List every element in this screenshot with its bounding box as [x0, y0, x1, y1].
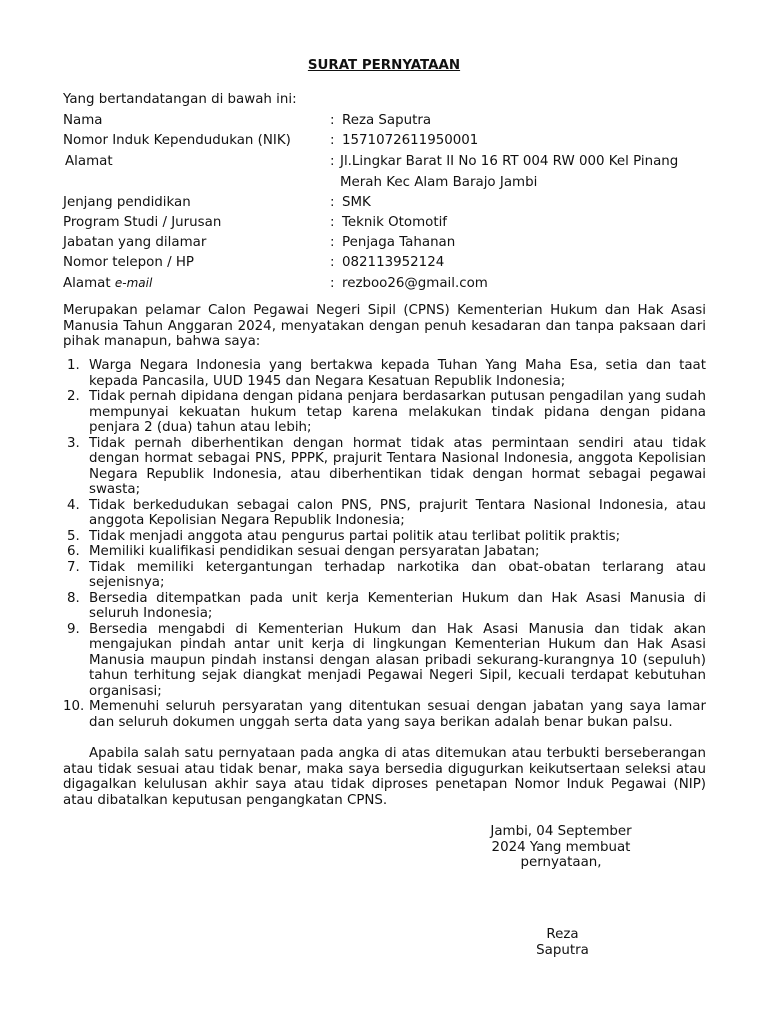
list-item: [63, 358, 706, 389]
list-item-text: Memiliki kualifikasi pendidikan sesuai dengan persyaratan Jabatan;: [89, 544, 540, 559]
list-item-number: 1.: [67, 358, 80, 373]
list-item-text: Tidak berkedudukan sebagai calon PNS, PNS, prajurit Tentara Nasional Indonesia, atau anggota Kepolisian Negara Republik Indonesia;: [89, 497, 706, 528]
list-item-text: Memenuhi seluruh persyaratan yang ditentukan sesuai dengan jabatan yang saya lamar dan seluruh dokumen unggah serta data yang saya berikan adalah benar bukan palsu.: [89, 699, 706, 730]
field-label-email: [63, 276, 152, 292]
field-label-nik: Nomor Induk Kependudukan (NIK): [63, 133, 291, 148]
field-value-address-line1: Jl.Lingkar Barat II No 16 RT 004 RW 000 Kel Pinang: [340, 154, 679, 169]
list-item: [63, 591, 706, 622]
field-value-email: rezboo26@gmail.com: [342, 276, 488, 291]
closing-paragraph: Apabila salah satu pernyataan pada angka di atas ditemukan atau terbukti berseberangan atau tidak sesuai atau tidak benar, maka saya bersedia digugurkan keikutsertaan seleksi atau digagalkan kelulusan akhir saya atau tidak diproses penetapan Nomor Induk Pegawai (NIP) atau dibatalkan keputusan pengangkatan CPNS.: [63, 746, 706, 808]
list-item-text: Tidak menjadi anggota atau pengurus partai politik atau terlibat politik praktis;: [89, 528, 621, 544]
signatory-name-line: Reza: [546, 927, 579, 942]
field-value-nik: 1571072611950001: [342, 133, 479, 148]
list-item: [63, 544, 706, 560]
field-colon: :: [330, 154, 335, 169]
field-label-email-em: e-mail: [114, 276, 153, 290]
list-item: [63, 622, 706, 700]
signatory-name: [525, 927, 600, 958]
field-colon: :: [330, 235, 335, 250]
list-item-number: 6.: [67, 544, 80, 559]
field-value-position: Penjaga Tahanan: [342, 235, 456, 250]
document-title: SURAT PERNYATAAN: [307, 58, 461, 73]
statement-list: [63, 358, 706, 730]
list-item: [63, 699, 706, 730]
field-colon: :: [330, 113, 335, 128]
list-item-number: 4.: [67, 497, 80, 513]
list-item: [63, 560, 706, 591]
field-label-name: Nama: [63, 113, 103, 128]
signature-line: Jambi, 04 September: [490, 824, 632, 839]
list-item: [63, 436, 706, 498]
field-value-phone: 082113952124: [342, 255, 445, 270]
list-item-text: Warga Negara Indonesia yang bertakwa kepada Tuhan Yang Maha Esa, setia dan taat kepada Pancasila, UUD 1945 dan Negara Kesatuan Republik Indonesia;: [89, 358, 706, 389]
signatory-name-line: Saputra: [536, 942, 589, 958]
field-colon: :: [330, 133, 335, 148]
field-colon: :: [330, 276, 335, 291]
list-item-text: Tidak memiliki ketergantungan terhadap narkotika dan obat-obatan terlarang atau sejenisnya;: [89, 559, 706, 590]
field-colon: :: [330, 255, 335, 270]
signature-line: pernyataan,: [520, 855, 602, 870]
field-value-address-line2: Merah Kec Alam Barajo Jambi: [340, 175, 538, 190]
list-item: [63, 498, 706, 529]
signature-line: 2024 Yang membuat: [491, 839, 631, 855]
list-item-text: Tidak pernah diberhentikan dengan hormat tidak atas permintaan sendiri atau tidak dengan hormat sebagai PNS, PPPK, prajurit Tentara Nasional Indonesia, anggota Kepolisian Negara Republik Indonesia, atau diberhentikan tidak dengan hormat sebagai pegawai swasta;: [89, 435, 706, 497]
list-item-number: 10.: [63, 699, 85, 714]
field-colon: :: [330, 195, 335, 210]
field-value-program: Teknik Otomotif: [342, 215, 448, 230]
field-label-phone: Nomor telepon / HP: [63, 255, 195, 270]
statement-paragraph: Merupakan pelamar Calon Pegawai Negeri Sipil (CPNS) Kementerian Hukum dan Hak Asasi Manusia Tahun Anggaran 2024, menyatakan dengan penuh kesadaran dan tanpa paksaan dari pihak manapun, bahwa saya:: [63, 303, 706, 349]
list-item-number: 3.: [67, 435, 80, 451]
intro-text: Yang bertandatangan di bawah ini:: [63, 92, 297, 107]
field-label-address: Alamat: [65, 154, 113, 169]
list-item-text: Bersedia mengabdi di Kementerian Hukum dan Hak Asasi Manusia dan tidak akan mengajukan pindah antar unit kerja di lingkungan Kementerian Hukum dan Hak Asasi Manusia maupun pindah instansi dengan alasan pribadi sekurang-kurangnya 10 (sepuluh) tahun terhitung sejak diangkat menjadi Pegawai Negeri Sipil, kecuali terdapat kebutuhan organisasi;: [89, 621, 706, 699]
field-label-position: Jabatan yang dilamar: [63, 235, 207, 250]
list-item: [63, 529, 706, 545]
field-label-program: Program Studi / Jurusan: [63, 215, 222, 230]
list-item-number: 5.: [67, 528, 80, 544]
list-item-number: 9.: [67, 621, 80, 637]
field-value-name: Reza Saputra: [342, 113, 432, 128]
list-item-number: 2.: [67, 389, 80, 404]
list-item-text: Bersedia ditempatkan pada unit kerja Kementerian Hukum dan Hak Asasi Manusia di seluruh Indonesia;: [89, 590, 706, 621]
list-item: [63, 389, 706, 436]
list-item-number: 8.: [67, 590, 80, 606]
field-label-education: Jenjang pendidikan: [63, 195, 191, 210]
field-colon: :: [330, 215, 335, 230]
list-item-number: 7.: [67, 559, 80, 575]
field-value-education: SMK: [342, 195, 371, 210]
field-label-email-text: Alamat: [63, 276, 111, 291]
list-item-text: Tidak pernah dipidana dengan pidana penjara berdasarkan putusan pengadilan yang sudah mempunyai kekuatan hukum tetap karena melakukan tindak pidana dengan pidana penjara 2 (dua) tahun atau lebih;: [89, 389, 706, 435]
signature-place-date: [486, 824, 636, 871]
